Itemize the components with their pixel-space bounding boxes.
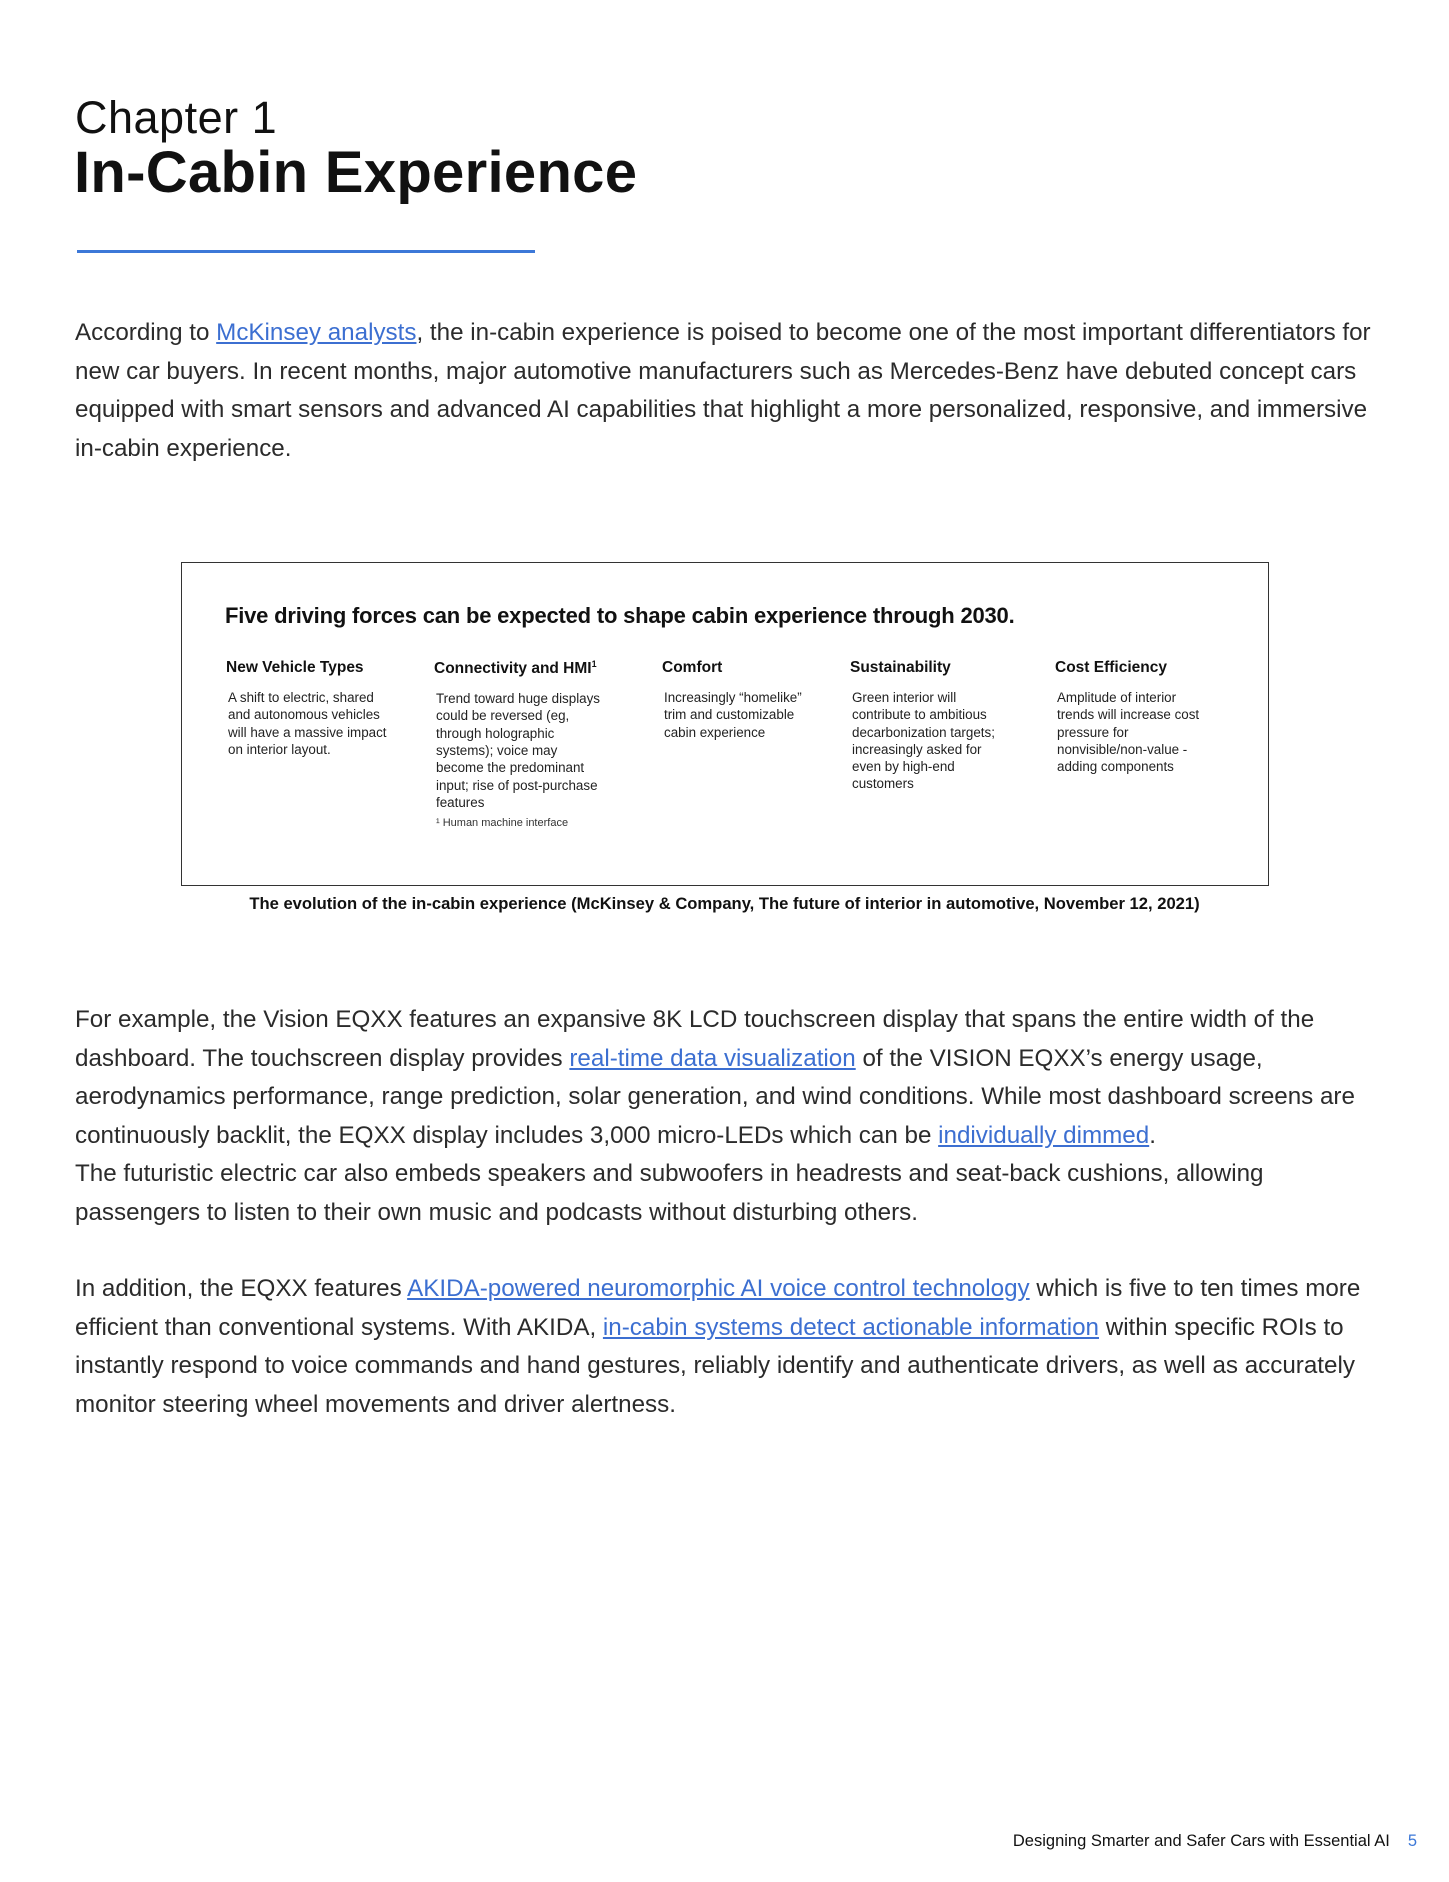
- force-description: Green interior will contribute to ambitious decarbonization targets; increasingly asked for even by high-end customers: [852, 690, 995, 792]
- akida-paragraph: [75, 1270, 1395, 1424]
- force-heading: New Vehicle Types: [226, 659, 364, 676]
- vision-eqxx-paragraph: [75, 1001, 1395, 1233]
- body-text: of the VISION EQXX’s energy usage, aerodynamics performance, range prediction, solar generation, and wind conditions. While most dashboard screens are continuously backlit, the EQXX display includes 3,000 micro-LEDs which can be: [75, 1044, 1355, 1149]
- intro-text-start: According to: [75, 319, 217, 346]
- body-text: within specific ROIs to instantly respond to voice commands and hand gestures, reliably identify and authenticate drivers, as well as accurately monitor steering wheel movements and driver alertness.: [75, 1313, 1355, 1418]
- chapter-label: Chapter 1: [75, 92, 278, 143]
- title-underline-divider: [77, 250, 535, 253]
- body-text: The futuristic electric car also embeds speakers and subwoofers in headrests and seat-back cushions, allowing passengers to listen to their own music and podcasts without disturbing others.: [75, 1160, 1264, 1226]
- body-text: For example, the Vision EQXX features an expansive 8K LCD touchscreen display that spans the entire width of the dashboard. The touchscreen display provides: [75, 1006, 1315, 1072]
- force-column-comfort: [662, 659, 812, 741]
- force-description: Increasingly “homelike” trim and customizable cabin experience: [664, 690, 802, 740]
- footnote-marker: 1: [591, 659, 597, 669]
- force-description: A shift to electric, shared and autonomous vehicles will have a massive impact on interior layout.: [228, 690, 387, 757]
- force-column-new-vehicle-types: [226, 659, 396, 758]
- force-heading: Comfort: [662, 659, 723, 676]
- driving-forces-figure: [181, 562, 1269, 886]
- akida-voice-control-link[interactable]: AKIDA-powered neuromorphic AI voice control technology: [407, 1275, 1030, 1302]
- in-cabin-systems-link[interactable]: in-cabin systems detect actionable information: [602, 1313, 1099, 1341]
- individually-dimmed-link[interactable]: individually dimmed: [938, 1121, 1150, 1149]
- page-footer: [1013, 1832, 1417, 1851]
- figure-title: Five driving forces can be expected to shape cabin experience through 2030.: [225, 603, 1015, 628]
- force-heading: Sustainability: [850, 659, 951, 676]
- page-number: 5: [1407, 1832, 1417, 1850]
- force-column-sustainability: [850, 659, 1010, 793]
- force-description: Amplitude of interior trends will increase cost pressure for nonvisible/non-value -adding components: [1057, 690, 1200, 775]
- footer-document-title: Designing Smarter and Safer Cars with Essential AI: [1012, 1832, 1390, 1850]
- chapter-title: In-Cabin Experience: [74, 140, 638, 205]
- force-heading-text: Connectivity and HMI: [434, 660, 592, 678]
- force-heading: Cost Efficiency: [1055, 659, 1167, 676]
- force-column-connectivity-hmi: [434, 659, 604, 829]
- intro-paragraph: [75, 314, 1395, 468]
- figure-caption: The evolution of the in-cabin experience (McKinsey & Company, The future of interior in automotive, November 12, 2021): [249, 894, 1200, 913]
- body-text: .: [1149, 1121, 1156, 1149]
- force-heading: [434, 659, 604, 678]
- intro-text-rest: , the in-cabin experience is poised to become one of the most important differentiators for new car buyers. In recent months, major automotive manufacturers such as Mercedes-Benz have debuted concept cars equipped with smart sensors and advanced AI capabilities that highlight a more personalized, responsive, and immersive in-cabin experience.: [75, 319, 1371, 462]
- body-text: In addition, the EQXX features: [75, 1275, 408, 1302]
- body-text: which is five to ten times more efficient than conventional systems. With AKIDA,: [75, 1275, 1361, 1341]
- footnote-text: ¹ Human machine interface: [436, 817, 569, 830]
- force-description: Trend toward huge displays could be reversed (eg, through holographic systems); voice may become the predominant input; rise of post-purchase features: [436, 691, 601, 810]
- real-time-data-visualization-link[interactable]: real-time data visualization: [569, 1044, 856, 1072]
- mckinsey-analysts-link[interactable]: McKinsey analysts: [216, 319, 417, 346]
- force-column-cost-efficiency: [1055, 659, 1215, 775]
